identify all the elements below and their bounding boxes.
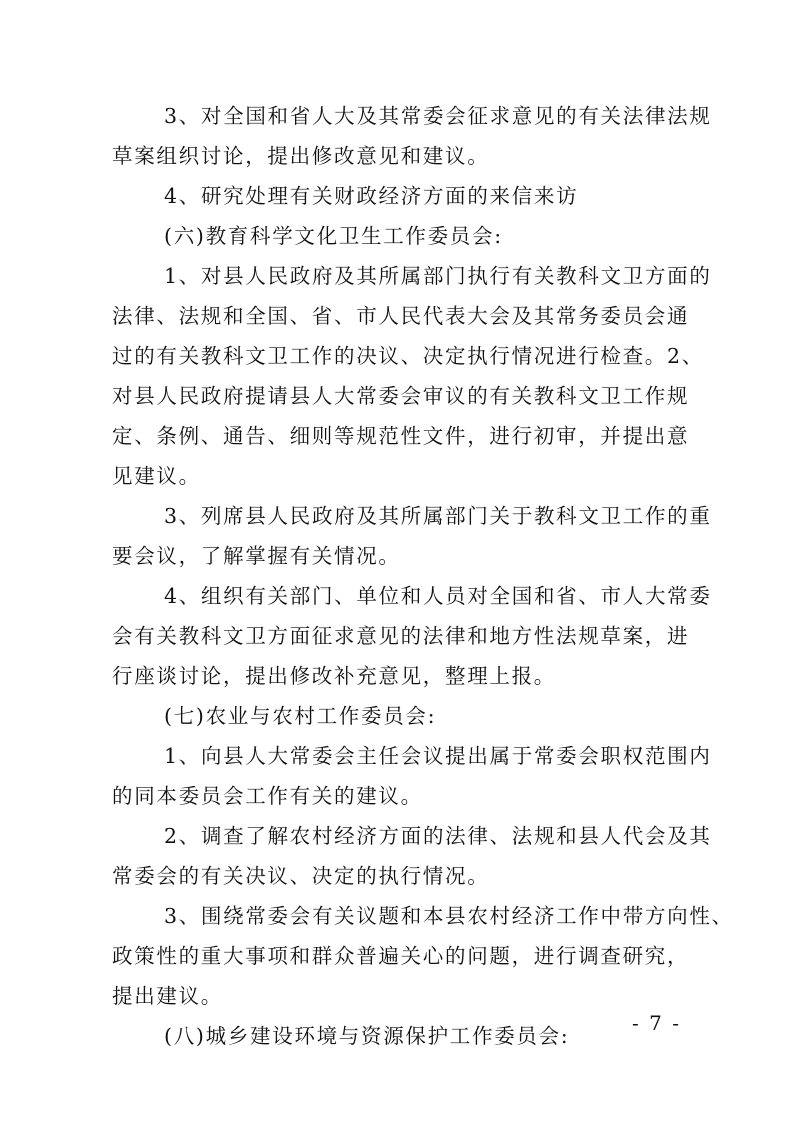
text-line: 对县人民政府提请县人大常委会审议的有关教科文卫工作规 [112, 384, 690, 408]
text-line: 要会议，了解掌握有关情况。 [112, 544, 401, 568]
text-line: 4、研究处理有关财政经济方面的来信来访 [164, 184, 579, 208]
text-line: 3、围绕常委会有关议题和本县农村经济工作中带方向性、 [164, 904, 734, 928]
page-number: - 7 - [632, 1011, 681, 1035]
text-line: 会有关教科文卫方面征求意见的法律和地方性法规草案，进 [112, 624, 690, 648]
text-line: 常委会的有关决议、决定的执行情况。 [112, 864, 490, 888]
section-heading: (八)城乡建设环境与资源保护工作委员会: [164, 1024, 570, 1048]
text-line: 定、条例、通告、细则等规范性文件，进行初审，并提出意 [112, 424, 690, 448]
text-line: 3、对全国和省人大及其常委会征求意见的有关法律法规 [164, 104, 712, 128]
text-line: 见建议。 [112, 464, 201, 488]
text-line: 过的有关教科文卫工作的决议、决定执行情况进行检查。2、 [112, 344, 704, 368]
text-line: 法律、法规和全国、省、市人民代表大会及其常务委员会通 [112, 304, 690, 328]
text-line: 1、对县人民政府及其所属部门执行有关教科文卫方面的 [164, 264, 712, 288]
text-line: 3、列席县人民政府及其所属部门关于教科文卫工作的重 [164, 504, 712, 528]
document-body [112, 96, 734, 1056]
text-line: 2、调查了解农村经济方面的法律、法规和县人代会及其 [164, 824, 712, 848]
text-line: 草案组织讨论，提出修改意见和建议。 [112, 144, 490, 168]
text-line: 行座谈讨论，提出修改补充意见，整理上报。 [112, 664, 556, 688]
text-line: 4、组织有关部门、单位和人员对全国和省、市人大常委 [164, 584, 712, 608]
text-line: 提出建议。 [112, 984, 223, 1008]
text-line: 的同本委员会工作有关的建议。 [112, 784, 423, 808]
section-heading: (六)教育科学文化卫生工作委员会: [164, 224, 503, 248]
text-line: 政策性的重大事项和群众普遍关心的问题，进行调查研究， [112, 944, 690, 968]
text-line: 1、向县人大常委会主任会议提出属于常委会职权范围内 [164, 744, 712, 768]
section-heading: (七)农业与农村工作委员会: [164, 704, 437, 728]
